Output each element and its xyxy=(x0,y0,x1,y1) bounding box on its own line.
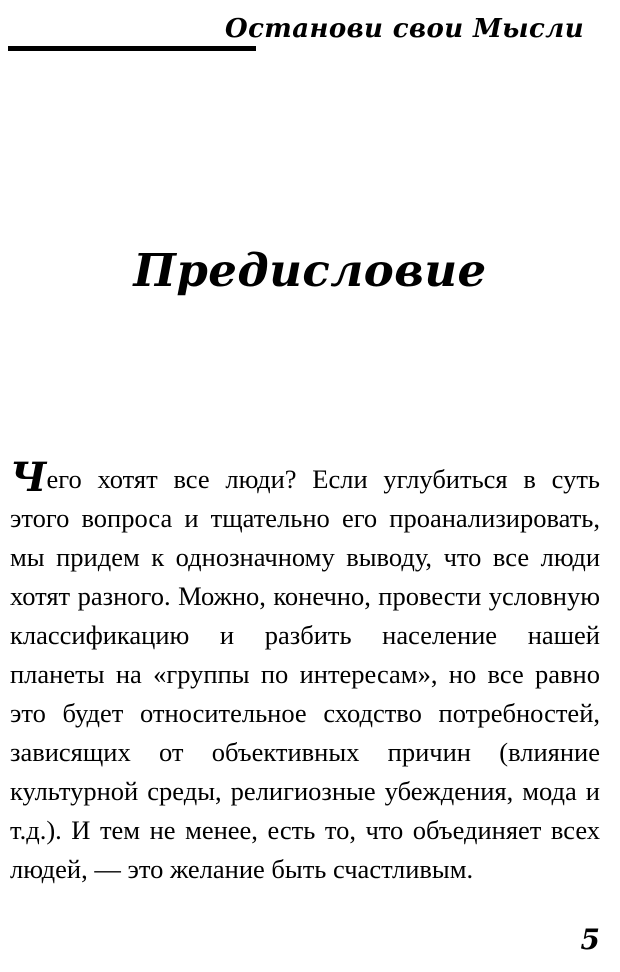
running-title: Останови свои Мысли xyxy=(225,14,584,44)
chapter-title: Предисловие xyxy=(133,244,487,297)
paragraph-first xyxy=(10,454,600,889)
page-number: 5 xyxy=(580,923,600,956)
body-text xyxy=(10,454,600,889)
paragraph-first-text: его хотят все люди? Если углубиться в суть этого вопроса и тщательно его проанализировать, мы придем к однозначному выводу, что все люди хотят разного. Можно, конечно, провести условную классификацию и разбить население нашей планеты на «группы по интересам», но все равно это будет относительное сходство потребностей, зависящих от объективных причин (влияние культурной среды, религиозные убеждения, мода и т.д.). И тем не менее, есть то, что объединяет всех людей, — это желание быть счастливым. xyxy=(10,464,600,884)
header-rule xyxy=(8,46,256,51)
running-header xyxy=(0,10,602,54)
drop-cap: Ч xyxy=(10,454,47,501)
